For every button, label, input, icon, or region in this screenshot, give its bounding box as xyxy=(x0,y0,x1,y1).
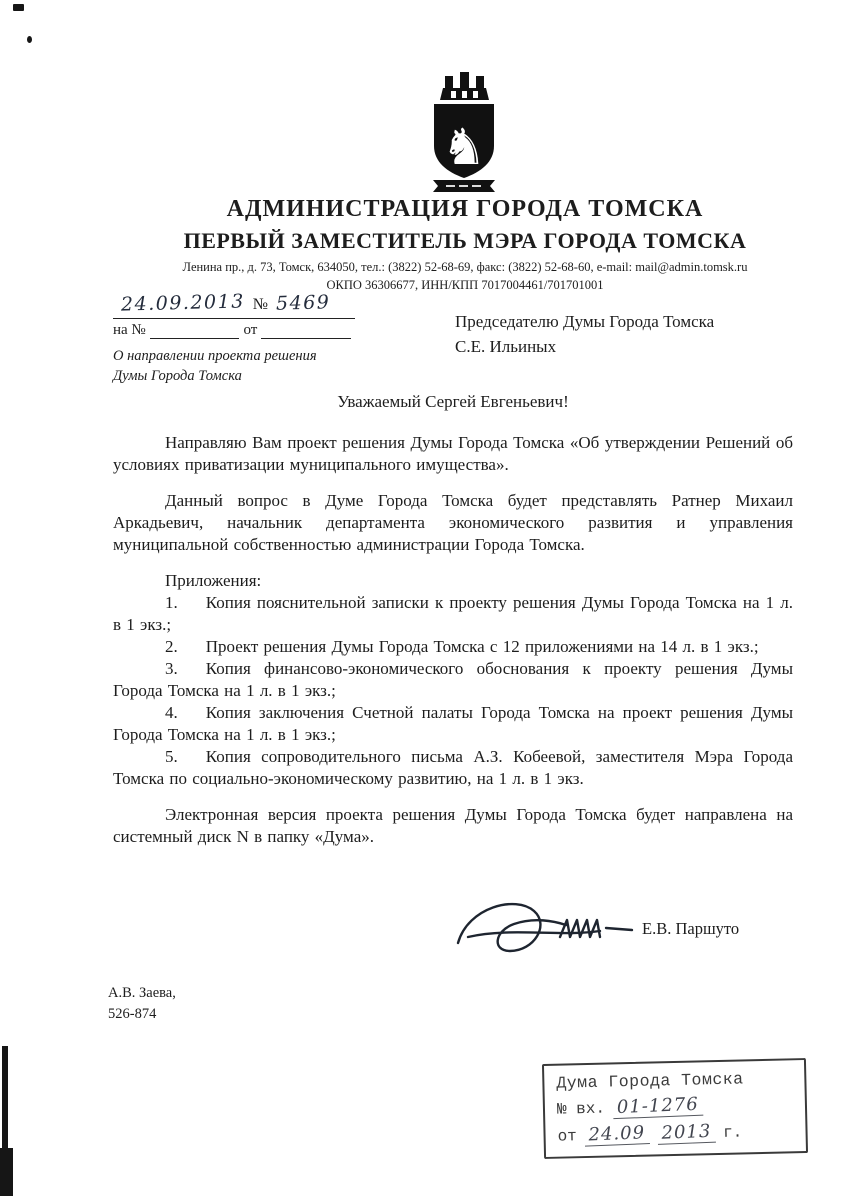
attachment-item xyxy=(113,636,793,658)
scan-artifact xyxy=(27,36,32,43)
salutation: Уважаемый Сергей Евгеньевич! xyxy=(337,392,569,411)
recipient-title: Председателю Думы Города Томска xyxy=(455,312,715,331)
registration-codes: ОКПО 36306677, ИНН/КПП 7017004461/701701001 xyxy=(326,277,604,292)
stamp-date-handwritten: 24.09 xyxy=(584,1124,649,1147)
executor-phone: 526-874 xyxy=(108,1006,157,1023)
executor-name: А.В. Заева, xyxy=(108,985,176,1001)
recipient-name: С.Е. Ильиных xyxy=(455,336,557,356)
stamp-organization: Дума Города Томска xyxy=(556,1069,744,1093)
reply-reference-line xyxy=(113,322,355,339)
attachment-text: Копия пояснительной записки к проекту решения Думы Города Томска на 1 л. в 1 экз.; xyxy=(113,593,793,634)
subject-line-1: О направлении проекта решения xyxy=(113,348,317,364)
paragraph: Направляю Вам проект решения Думы Города Томска «Об утверждении Решений об условиях приватизации муниципального имущества». xyxy=(113,433,793,474)
recipient-block xyxy=(455,310,714,359)
incoming-registration-stamp xyxy=(542,1058,808,1159)
attachment-item xyxy=(113,702,793,746)
tomsk-coat-of-arms xyxy=(418,70,510,194)
contact-line: Ленина пр., д. 73, Томск, 634050, тел.: (3822) 52-68-69, факс: (3822) 52-68-60, e-mail: mail@admin.tomsk.ru xyxy=(182,259,748,274)
executor-block xyxy=(108,983,176,1025)
stamp-incoming-label: № вх. xyxy=(556,1099,606,1119)
scan-artifact xyxy=(0,1148,13,1196)
reply-date-label: от xyxy=(243,322,258,338)
attachment-number: 1. xyxy=(165,593,178,612)
signatory-name: Е.В. Паршуто xyxy=(642,919,740,938)
attachment-number: 4. xyxy=(165,703,178,722)
signature-stroke-icon xyxy=(450,891,645,963)
subject-line-2: Думы Города Томска xyxy=(113,367,242,384)
outgoing-reference-block xyxy=(113,292,355,339)
closing-paragraph: Электронная версия проекта решения Думы Города Томска будет направлена на системный диск N в папку «Дума». xyxy=(113,805,793,846)
number-sign: № xyxy=(252,296,269,313)
letterhead xyxy=(85,196,845,293)
letter-body xyxy=(113,392,793,862)
attachments-label: Приложения: xyxy=(165,571,262,590)
horse-icon: ♞ xyxy=(441,118,487,176)
attachment-item xyxy=(113,746,793,790)
stamp-incoming-number-handwritten: 01-1276 xyxy=(613,1096,704,1120)
organization-name: АДМИНИСТРАЦИЯ ГОРОДА ТОМСКА xyxy=(226,196,704,222)
attachment-text: Копия сопроводительного письма А.З. Кобеевой, заместителя Мэра Города Томска по социально-экономическому развитию, на 1 л. в 1 экз. xyxy=(113,747,793,788)
outgoing-number-handwritten: 5469 xyxy=(275,291,331,315)
outgoing-date-number-line xyxy=(113,292,355,319)
attachment-item xyxy=(113,592,793,636)
attachment-text: Копия заключения Счетной палаты Города Томска на проект решения Думы Города Томска на 1 л. в 1 экз.; xyxy=(113,703,793,744)
scan-artifact xyxy=(13,4,24,11)
attachment-number: 5. xyxy=(165,747,178,766)
reply-number-blank xyxy=(150,322,240,339)
coat-of-arms-icon xyxy=(418,70,510,194)
reply-number-label: на № xyxy=(113,322,146,338)
reply-date-blank xyxy=(261,322,351,339)
stamp-date-line xyxy=(557,1121,793,1146)
paragraph: Данный вопрос в Думе Города Томска будет представлять Ратнер Михаил Аркадьевич, начальник департамента экономического развития и управления муниципальной собственностью администрации Города Томска. xyxy=(113,491,793,554)
stamp-year-handwritten: 2013 xyxy=(657,1123,716,1145)
office-name: ПЕРВЫЙ ЗАМЕСТИТЕЛЬ МЭРА ГОРОДА ТОМСКА xyxy=(183,227,747,253)
attachment-number: 2. xyxy=(165,637,178,656)
attachment-item xyxy=(113,658,793,702)
stamp-incoming-number-line xyxy=(557,1094,793,1119)
stamp-date-label: от xyxy=(557,1127,578,1146)
attachment-text: Копия финансово-экономического обоснования к проекту решения Думы Города Томска на 1 л. в 1 экз.; xyxy=(113,659,793,700)
stamp-year-suffix: г. xyxy=(722,1123,743,1142)
subject-block xyxy=(113,347,317,386)
outgoing-date-handwritten: 24.09.2013 xyxy=(120,290,246,316)
attachment-number: 3. xyxy=(165,659,178,678)
attachment-text: Проект решения Думы Города Томска с 12 приложениями на 14 л. в 1 экз.; xyxy=(205,637,759,656)
